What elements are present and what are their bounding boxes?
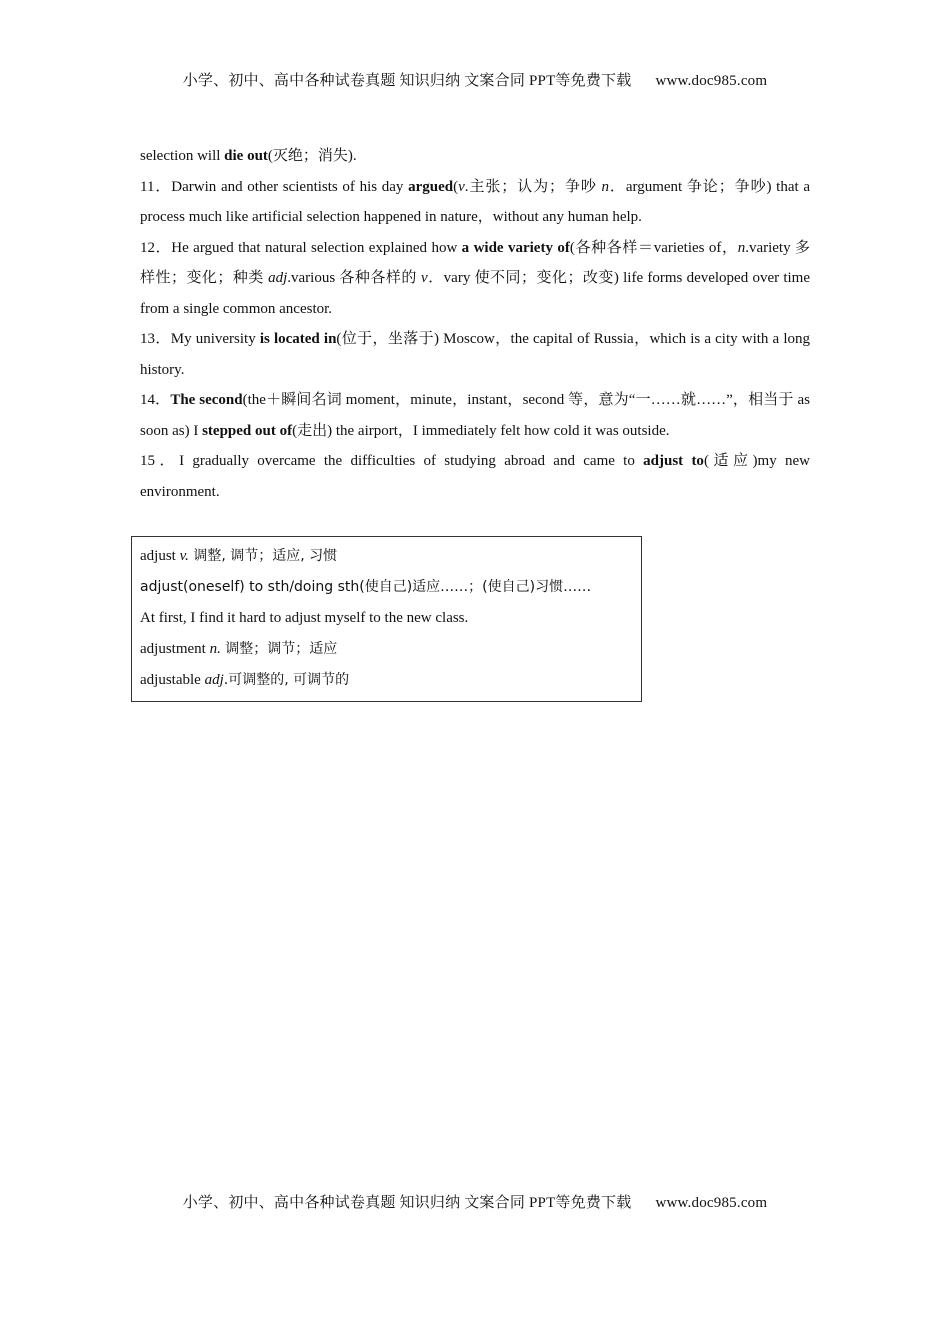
text-run: .可调整的, 可调节的 — [223, 672, 350, 688]
part-of-speech: n — [737, 239, 746, 256]
header-site-link[interactable]: www.doc985.com — [655, 73, 768, 89]
text-run: (适应)my new environment. — [140, 453, 810, 500]
paragraph-12 — [140, 233, 810, 325]
paragraph-15 — [140, 446, 810, 507]
part-of-speech: adj — [268, 270, 288, 286]
key-phrase: is located in — [259, 331, 337, 347]
text-run: adjustable — [140, 672, 205, 688]
part-of-speech: adj — [204, 672, 224, 688]
part-of-speech: v — [458, 178, 465, 195]
part-of-speech: v. — [179, 548, 189, 564]
page-footer — [0, 1191, 950, 1212]
text-run: 调整；调节；适应 — [220, 641, 338, 657]
text-run: adjust — [140, 548, 180, 564]
text-run: 12．He argued that natural selection explained how — [140, 239, 462, 256]
paragraph-11 — [140, 172, 810, 233]
text-run: ．vary 使不同；变化；改变) life forms developed over time from a single common ancestor. — [140, 270, 810, 317]
note-line-adjustment — [140, 634, 633, 665]
key-phrase: adjust to — [643, 453, 704, 469]
paragraph-10 — [140, 141, 810, 172]
text-run: (走出) the airport，I immediately felt how cold it was outside. — [292, 422, 670, 439]
text-run: .various 各种各样的 — [287, 270, 422, 286]
key-phrase: die out — [224, 148, 268, 164]
vocabulary-note-box — [131, 536, 642, 702]
part-of-speech: n — [601, 178, 609, 195]
note-line-example — [140, 603, 633, 634]
text-run: ( — [453, 178, 459, 195]
text-run: 调整, 调节；适应, 习惯 — [188, 548, 338, 564]
text-run: (灭绝；消失). — [267, 148, 357, 164]
part-of-speech: v — [421, 270, 428, 286]
text-run: .variety 多样性；变化；种类 — [140, 239, 810, 286]
text-run: (the＋瞬间名词 moment，minute，instant，second 等，意为“一……就……”，相当于 as soon as) I — [140, 392, 810, 439]
text-run: (各种各样＝varieties of， — [569, 239, 738, 256]
footer-text: 小学、初中、高中各种试卷真题 知识归纳 文案合同 PPT等免费下载 — [182, 1195, 632, 1211]
key-phrase: The second — [170, 392, 243, 408]
footer-site-link[interactable]: www.doc985.com — [655, 1195, 768, 1211]
text-run: ．argument 争论；争吵) that a process much like artificial selection happened in nature，without any human help. — [140, 178, 810, 225]
part-of-speech: n. — [209, 641, 221, 657]
note-line-adjust — [140, 541, 633, 572]
text-run: At first, I find it hard to adjust myself to the new class. — [140, 610, 469, 626]
text-run: 14． — [140, 392, 171, 408]
key-phrase: a wide variety of — [461, 239, 570, 256]
text-run: adjustment — [140, 641, 210, 657]
paragraph-13 — [140, 324, 810, 385]
text-run: 15．I gradually overcame the difficulties of studying abroad and came to — [140, 453, 644, 469]
text-run: 13．My university — [140, 331, 260, 347]
note-line-adjust-oneself — [140, 572, 633, 603]
text-run: .主张；认为；争吵 — [464, 178, 602, 195]
note-line-adjustable — [140, 665, 633, 696]
key-phrase: stepped out of — [202, 422, 293, 439]
document-body — [140, 141, 810, 507]
text-run: selection will — [140, 148, 225, 164]
key-phrase: argued — [408, 178, 454, 195]
paragraph-14 — [140, 385, 810, 446]
page-header — [0, 69, 950, 90]
text-run: (位于，坐落于) Moscow，the capital of Russia，which is a city with a long history. — [140, 331, 810, 378]
text-run: 11．Darwin and other scientists of his day — [140, 178, 409, 195]
header-text: 小学、初中、高中各种试卷真题 知识归纳 文案合同 PPT等免费下载 — [182, 73, 632, 89]
text-run: adjust(oneself) to sth/doing sth(使自己)适应……；(使自己)习惯…… — [140, 579, 592, 595]
